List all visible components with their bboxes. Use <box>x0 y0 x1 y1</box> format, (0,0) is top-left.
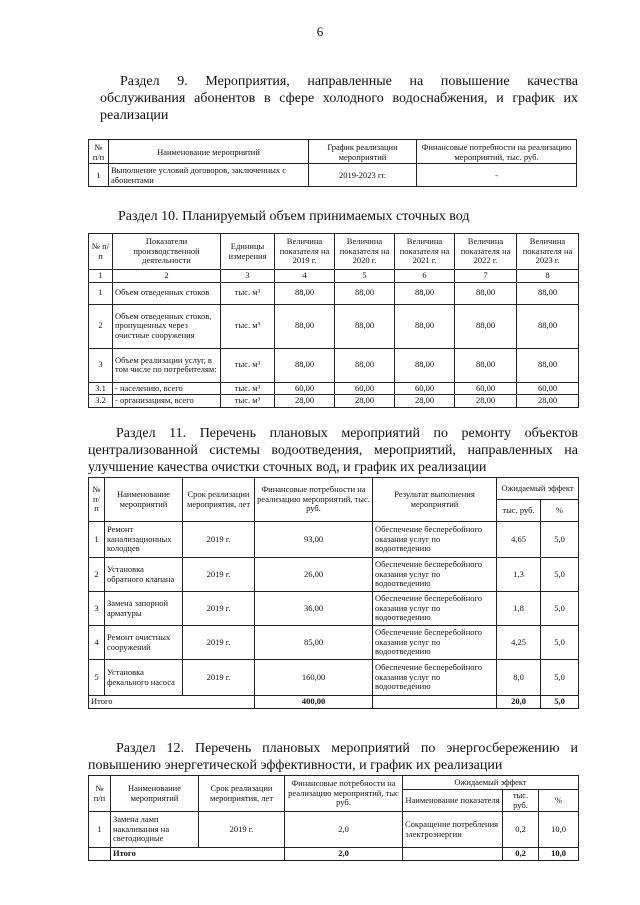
total-finance: 400,00 <box>255 696 373 709</box>
cell: 6 <box>395 270 455 283</box>
section-11-title: Раздел 11. Перечень плановых мероприятий по ремонту объектов централизованной системы водоотведения, мероприятий, направленных на улучшение качества очистки сточных вод, и график их реализации <box>88 426 578 475</box>
col-effect-rub: тыс. руб. <box>497 500 541 522</box>
cell: 1 <box>89 812 111 848</box>
total-effect-percent: 10,0 <box>539 848 579 861</box>
cell: 2019 г. <box>183 626 255 660</box>
cell: 28,00 <box>395 395 455 408</box>
cell: 88,00 <box>275 304 335 348</box>
col-2019: Величина показателя на 2019 г. <box>275 234 335 270</box>
cell: - организациям, всего <box>113 395 221 408</box>
cell: 5,0 <box>541 522 579 558</box>
cell: 60,00 <box>335 382 395 395</box>
col-number: № п/ п <box>89 478 105 522</box>
cell: тыс. м³ <box>221 395 275 408</box>
cell: Ремонт очистных сооружений <box>105 626 183 660</box>
cell: 3 <box>221 270 275 283</box>
table-header-row <box>89 776 579 790</box>
cell: 88,00 <box>455 282 517 304</box>
cell: 88,00 <box>395 304 455 348</box>
cell: тыс. м³ <box>221 304 275 348</box>
cell: 1 <box>89 164 109 187</box>
cell: 36,00 <box>255 592 373 626</box>
cell: 88,00 <box>395 282 455 304</box>
cell: Установка фекального насоса <box>105 660 183 696</box>
cell: Сокращение потребления электроэнергии <box>403 812 503 848</box>
cell: 88,00 <box>517 304 579 348</box>
total-finance: 2,0 <box>285 848 403 861</box>
col-effect: Ожидаемый эффект <box>497 478 579 500</box>
cell: 5,0 <box>541 660 579 696</box>
cell: 2 <box>113 270 221 283</box>
col-effect-rub: тыс. руб. <box>503 790 539 812</box>
col-name: Наименование мероприятий <box>109 140 309 164</box>
cell: 2019-2023 гг. <box>309 164 417 187</box>
cell: 1 <box>89 282 113 304</box>
cell: 10,0 <box>539 812 579 848</box>
cell: 3 <box>89 348 113 382</box>
cell: 60,00 <box>275 382 335 395</box>
cell: 3.2 <box>89 395 113 408</box>
total-label: Итого <box>89 696 255 709</box>
col-schedule: График реализации мероприятий <box>309 140 417 164</box>
cell: Замена ламп накаливания на светодиодные <box>111 812 199 848</box>
col-term: Срок реализации мероприятия, лет <box>183 478 255 522</box>
section-10-table <box>88 233 579 408</box>
table-row <box>89 626 579 660</box>
cell: Объем реализации услуг, в том числе по потребителям: <box>113 348 221 382</box>
section-11-table <box>88 477 579 709</box>
cell: 4 <box>275 270 335 283</box>
cell: Обеспечение бесперебойного оказания услуг по водоотведению <box>373 660 497 696</box>
cell: 28,00 <box>455 395 517 408</box>
table-row <box>89 304 579 348</box>
cell: Установка обратного клапана <box>105 558 183 592</box>
col-effect: Ожидаемый эффект <box>403 776 579 790</box>
cell: Обеспечение бесперебойного оказания услуг по водоотведению <box>373 626 497 660</box>
cell: 60,00 <box>517 382 579 395</box>
cell: 8,0 <box>497 660 541 696</box>
col-indicator: Показатели производственной деятельности <box>113 234 221 270</box>
cell: 85,00 <box>255 626 373 660</box>
col-2022: Величина показателя на 2022 г. <box>455 234 517 270</box>
cell: 5,0 <box>541 592 579 626</box>
cell: 7 <box>455 270 517 283</box>
col-2021: Величина показателя на 2021 г. <box>395 234 455 270</box>
cell: 1,3 <box>497 558 541 592</box>
table-row <box>89 558 579 592</box>
cell: 5,0 <box>541 558 579 592</box>
page-number: 6 <box>316 24 324 39</box>
cell: 28,00 <box>275 395 335 408</box>
cell: 2 <box>89 558 105 592</box>
cell: 88,00 <box>455 304 517 348</box>
table-header-row <box>89 234 579 270</box>
col-number: № п/п <box>89 234 113 270</box>
section-12-table <box>88 775 579 861</box>
cell: 2,0 <box>285 812 403 848</box>
cell: 88,00 <box>335 282 395 304</box>
col-finance: Финансовые потребности на реализацию мероприятий, тыс. руб. <box>417 140 577 164</box>
cell: 88,00 <box>275 282 335 304</box>
section-9-table <box>88 139 577 187</box>
table-row <box>89 812 579 848</box>
table-header-row <box>89 140 577 164</box>
cell: 26,00 <box>255 558 373 592</box>
cell: - <box>417 164 577 187</box>
cell: Замена запорной арматуры <box>105 592 183 626</box>
col-finance: Финансовые потребности на реализацию мероприятий, тыс. руб. <box>255 478 373 522</box>
cell: Объем отведенных стоков, пропущенных через очистные сооружения <box>113 304 221 348</box>
cell: 2019 г. <box>183 660 255 696</box>
total-effect-rub: 0,2 <box>503 848 539 861</box>
cell: 3.1 <box>89 382 113 395</box>
cell: 88,00 <box>395 348 455 382</box>
cell: 1 <box>89 270 113 283</box>
cell: 88,00 <box>455 348 517 382</box>
cell: 1 <box>89 522 105 558</box>
total-row <box>89 848 579 861</box>
col-name: Наименование мероприятий <box>111 776 199 812</box>
table-row <box>89 395 579 408</box>
col-name: Наименование мероприятий <box>105 478 183 522</box>
cell: 2019 г. <box>183 558 255 592</box>
cell: 88,00 <box>517 282 579 304</box>
col-2023: Величина показателя на 2023 г. <box>517 234 579 270</box>
table-row <box>89 592 579 626</box>
total-label: Итого <box>111 848 285 861</box>
cell: 5 <box>335 270 395 283</box>
total-row <box>89 696 579 709</box>
col-effect-percent: % <box>539 790 579 812</box>
cell: тыс. м³ <box>221 382 275 395</box>
cell: 2019 г. <box>199 812 285 848</box>
cell <box>403 848 503 861</box>
cell: 28,00 <box>335 395 395 408</box>
col-term: Срок реализации мероприятия, лет <box>199 776 285 812</box>
cell: тыс. м³ <box>221 348 275 382</box>
col-finance: Финансовые потребности на реализацию мероприятий, тыс руб. <box>285 776 403 812</box>
section-10-title: Раздел 10. Планируемый объем принимаемых сточных вод <box>118 209 470 224</box>
column-number-row <box>89 270 579 283</box>
cell: 88,00 <box>335 348 395 382</box>
col-result: Результат выполнения мероприятий <box>373 478 497 522</box>
col-number: № п/п <box>89 776 111 812</box>
cell: 5 <box>89 660 105 696</box>
cell <box>89 848 111 861</box>
col-number: № п/п <box>89 140 109 164</box>
cell: 88,00 <box>335 304 395 348</box>
section-9-title: Раздел 9. Мероприятия, направленные на повышение качества обслуживания абонентов в сфере холодного водоснабжения, и график их реализации <box>100 74 578 123</box>
cell: Обеспечение бесперебойного оказания услуг по водоотведению <box>373 522 497 558</box>
table-header-row <box>89 478 579 500</box>
table-row <box>89 660 579 696</box>
cell: тыс. м³ <box>221 282 275 304</box>
col-2020: Величина показателя на 2020 г. <box>335 234 395 270</box>
cell: 4,65 <box>497 522 541 558</box>
cell: 88,00 <box>517 348 579 382</box>
cell: 1,8 <box>497 592 541 626</box>
cell: 5,0 <box>541 626 579 660</box>
col-indicator-name: Наименование показателя <box>403 790 503 812</box>
table-row <box>89 382 579 395</box>
cell: Объем отведенных стоков <box>113 282 221 304</box>
cell: 4 <box>89 626 105 660</box>
cell: 28,00 <box>517 395 579 408</box>
cell: 8 <box>517 270 579 283</box>
table-row <box>89 282 579 304</box>
cell: - населению, всего <box>113 382 221 395</box>
cell: 160,00 <box>255 660 373 696</box>
col-unit: Единицы измерения <box>221 234 275 270</box>
total-effect-rub: 20,0 <box>497 696 541 709</box>
cell: 88,00 <box>275 348 335 382</box>
table-row <box>89 348 579 382</box>
cell: Обеспечение бесперебойного оказания услуг по водоотведению <box>373 558 497 592</box>
section-12-title: Раздел 12. Перечень плановых мероприятий по энергосбережению и повышению энергетической эффективности, и график их реализации <box>88 741 578 773</box>
cell: 60,00 <box>395 382 455 395</box>
table-row <box>89 164 577 187</box>
cell: Ремонт канализационных колодцев <box>105 522 183 558</box>
cell <box>373 696 497 709</box>
cell: 3 <box>89 592 105 626</box>
cell: 2 <box>89 304 113 348</box>
cell: 60,00 <box>455 382 517 395</box>
cell: 0,2 <box>503 812 539 848</box>
cell: 93,00 <box>255 522 373 558</box>
cell: Обеспечение бесперебойного оказания услуг по водоотведению <box>373 592 497 626</box>
table-row <box>89 522 579 558</box>
cell: 4,25 <box>497 626 541 660</box>
col-effect-percent: % <box>541 500 579 522</box>
cell: 2019 г. <box>183 522 255 558</box>
cell: 2019 г. <box>183 592 255 626</box>
total-effect-percent: 5,0 <box>541 696 579 709</box>
cell: Выполнение условий договоров, заключенных с абонентами <box>109 164 309 187</box>
